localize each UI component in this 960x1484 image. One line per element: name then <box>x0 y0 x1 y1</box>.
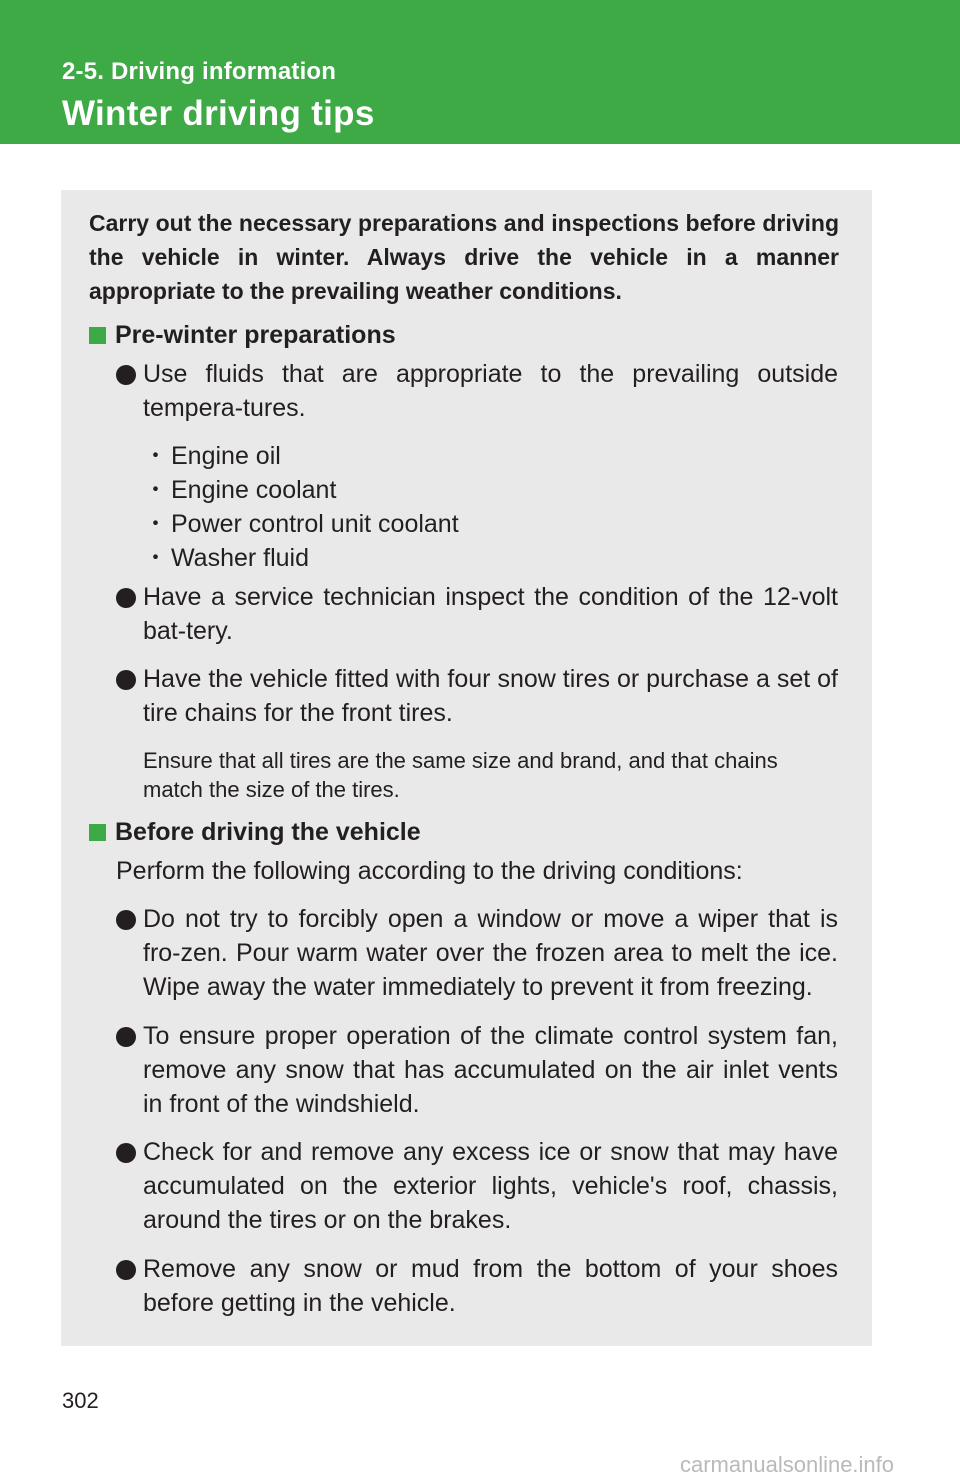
bullet-text: To ensure proper operation of the climate control system fan, remove any snow that has accumulated on the air inlet vents in front of the windshield. <box>143 1022 838 1118</box>
bullet-frozen-window <box>116 902 838 1004</box>
section-heading-before-driving <box>89 815 421 849</box>
fluid-item-label: Washer fluid <box>171 544 310 572</box>
bullet-dot-icon <box>116 1027 136 1047</box>
bullet-dot-icon <box>116 365 136 385</box>
bullet-climate-fan <box>116 1019 838 1121</box>
square-bullet-icon <box>89 824 106 841</box>
fluid-item <box>143 541 309 575</box>
bullet-dot-icon <box>116 1260 136 1280</box>
tires-note: Ensure that all tires are the same size and brand, and that chains match the size of the tires. <box>143 748 778 802</box>
bullet-tires <box>116 662 838 730</box>
intro-paragraph: Carry out the necessary preparations and inspections before driving the vehicle in winter. Always drive the vehicle in a manner appropriate to the prevailing weather conditions. <box>89 210 839 304</box>
before-driving-intro: Perform the following according to the driving conditions: <box>116 857 743 885</box>
section-heading-pre-winter <box>89 318 396 352</box>
fluid-item-label: Engine oil <box>171 442 281 470</box>
small-dot-icon: ・ <box>143 442 169 470</box>
small-dot-icon: ・ <box>143 544 169 572</box>
bullet-dot-icon <box>116 670 136 690</box>
small-dot-icon: ・ <box>143 510 169 538</box>
content-panel <box>61 190 872 1346</box>
fluid-item-label: Engine coolant <box>171 476 337 504</box>
bullet-shoes <box>116 1252 838 1320</box>
watermark: carmanualsonline.info <box>680 1452 895 1477</box>
bullet-text: Do not try to forcibly open a window or move a wiper that is fro-zen. Pour warm water over the frozen area to melt the ice. Wipe away the water immediately to prevent it from freezing. <box>143 905 838 1001</box>
bullet-dot-icon <box>116 1143 136 1163</box>
fluid-item <box>143 507 459 541</box>
page-title: Winter driving tips <box>62 94 375 133</box>
bullet-text: Check for and remove any excess ice or snow that may have accumulated on the exterior lights, vehicle's roof, chassis, around the tires or on the brakes. <box>143 1138 838 1234</box>
fluid-item <box>143 439 281 473</box>
bullet-dot-icon <box>116 588 136 608</box>
small-dot-icon: ・ <box>143 476 169 504</box>
header-bar <box>0 0 960 144</box>
page-number: 302 <box>62 1388 99 1413</box>
bullet-text: Have a service technician inspect the condition of the 12-volt bat-tery. <box>143 583 838 645</box>
section-heading-text: Before driving the vehicle <box>115 818 421 846</box>
bullet-excess-ice <box>116 1135 838 1237</box>
bullet-text: Use fluids that are appropriate to the prevailing outside tempera-tures. <box>143 360 838 422</box>
bullet-dot-icon <box>116 910 136 930</box>
bullet-battery <box>116 580 838 648</box>
bullet-fluids <box>116 357 838 425</box>
section-heading-text: Pre-winter preparations <box>115 321 396 349</box>
fluid-item <box>143 473 336 507</box>
square-bullet-icon <box>89 327 106 344</box>
section-label: 2-5. Driving information <box>62 58 337 85</box>
bullet-text: Have the vehicle fitted with four snow tires or purchase a set of tire chains for the front tires. <box>143 665 838 727</box>
fluid-item-label: Power control unit coolant <box>171 510 459 538</box>
bullet-text: Remove any snow or mud from the bottom of your shoes before getting in the vehicle. <box>143 1255 838 1317</box>
